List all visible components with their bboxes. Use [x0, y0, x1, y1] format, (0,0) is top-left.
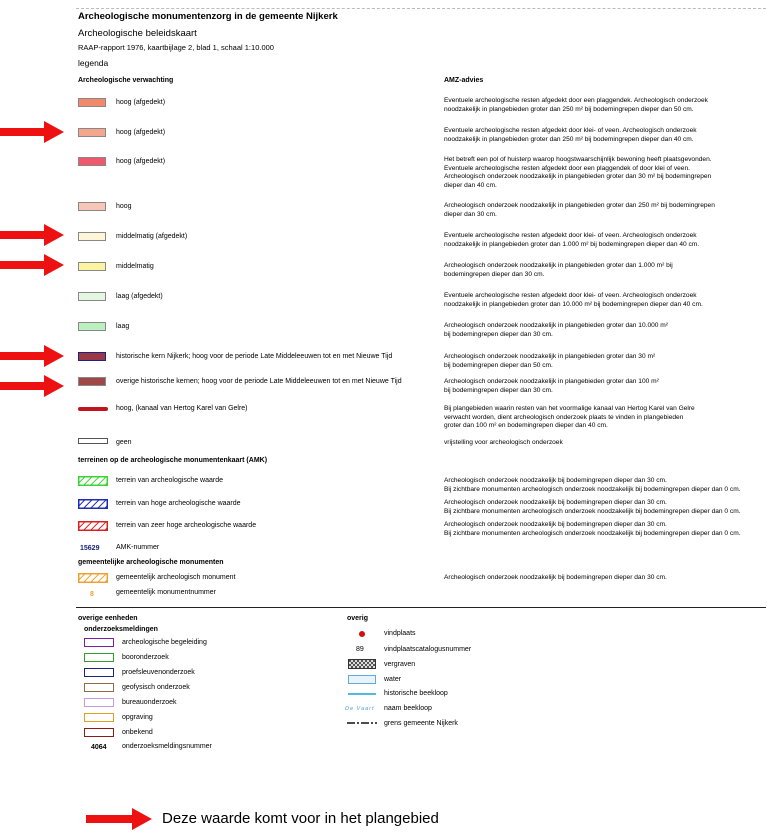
legend-swatch — [78, 128, 106, 137]
advice-text: Eventuele archeologische resten afgedekt door klei- of veen. Archeologisch onderzoek noodzakelijk in plangebieden groter dan 10.000 m² bij bodemingrepen dieper dan 40 cm. — [444, 292, 703, 308]
advice-text: Archeologisch onderzoek noodzakelijk in plangebieden groter dan 30 m² bij bodemingrepen dieper dan 50 cm. — [444, 353, 656, 369]
amk-hatch-green-swatch — [78, 476, 108, 486]
top-rule — [76, 8, 766, 9]
legend-label: hoog — [116, 203, 132, 210]
legend-label: laag — [116, 323, 130, 330]
legend-swatch — [84, 728, 114, 737]
advice-text: Het betreft een pol of huisterp waarop hoogstwaarschijnlijk bewoning heeft plaatsgevonden. Eventuele archeologische resten afgedekt door een plaggendek of door klei of veen. Archeologisch onderzoek noodzakelijk in plangebieden groter dan 30 m² bij bodemingrepen dieper dan 40 cm. — [444, 156, 712, 189]
advice-text: Archeologisch onderzoek noodzakelijk in plangebieden groter dan 10.000 m² bij bodemingrepen dieper dan 30 cm. — [444, 322, 668, 338]
advice-text: Archeologisch onderzoek noodzakelijk bij bodemingrepen dieper dan 30 cm. Bij zichtbare monumenten archeologisch onderzoek noodzakelijk bij bodemingrepen dieper dan 0 cm. — [444, 477, 741, 493]
arrow-indicator-icon — [0, 223, 66, 247]
legend-label: proefsleuvenonderzoek — [122, 669, 195, 676]
water-swatch — [348, 675, 376, 684]
amk-hatch-red-swatch — [78, 521, 108, 531]
amk-hatch-blue-swatch — [78, 499, 108, 509]
footer-note: Deze waarde komt voor in het plangebied — [162, 810, 439, 827]
vindplaats-dot-icon — [359, 631, 365, 637]
advice-text: Archeologisch onderzoek noodzakelijk bij bodemingrepen dieper dan 30 cm. Bij zichtbare monumenten archeologisch onderzoek noodzakelijk bij bodemingrepen dieper dan 0 cm. — [444, 521, 741, 537]
legend-swatch — [78, 202, 106, 211]
legend-label: opgraving — [122, 714, 153, 721]
legend-label: historische beekloop — [384, 690, 448, 697]
legend-label: naam beekloop — [384, 705, 432, 712]
arrow-indicator-icon — [0, 253, 66, 277]
legend-label: onderzoeksmeldingsnummer — [122, 743, 212, 750]
arrow-indicator-icon — [0, 374, 66, 398]
legend-label: historische kern Nijkerk; hoog voor de periode Late Middeleeuwen tot en met Nieuwe Tijd — [116, 353, 393, 360]
advice-text: Archeologisch onderzoek noodzakelijk in plangebieden groter dan 250 m² bij bodemingrepen dieper dan 30 cm. — [444, 202, 715, 218]
legend-label: geofysisch onderzoek — [122, 684, 190, 691]
legend-swatch — [78, 352, 106, 361]
legend-label: laag (afgedekt) — [116, 293, 163, 300]
grens-line-symbol — [347, 720, 377, 726]
amk-number-sample: 15629 — [80, 545, 100, 552]
onderzoeksmeldingen-heading: onderzoeksmeldingen — [84, 626, 158, 633]
legend-label: grens gemeente Nijkerk — [384, 720, 458, 727]
legend-swatch — [78, 262, 106, 271]
advice-text: Eventuele archeologische resten afgedekt door klei- of veen. Archeologisch onderzoek noodzakelijk in plangebieden groter dan 250 m² bij bodemingrepen dieper dan 40 cm. — [444, 127, 697, 143]
legend-swatch — [84, 668, 114, 677]
advice-text: Archeologisch onderzoek noodzakelijk in plangebieden groter dan 1.000 m² bij bodemingrepen dieper dan 30 cm. — [444, 262, 673, 278]
legend-label: bureauonderzoek — [122, 699, 177, 706]
legend-label: geen — [116, 439, 132, 446]
legend-label: hoog (afgedekt) — [116, 129, 166, 136]
legend-label: hoog (afgedekt) — [116, 158, 166, 165]
advice-text: vrijstelling voor archeologisch onderzoek — [444, 439, 563, 446]
section-divider — [76, 607, 766, 608]
advice-text: Archeologisch onderzoek noodzakelijk bij bodemingrepen dieper dan 30 cm. Bij zichtbare monumenten archeologisch onderzoek noodzakelijk bij bodemingrepen dieper dan 0 cm. — [444, 499, 741, 515]
legend-label: onbekend — [122, 729, 153, 736]
legend-label: hoog (afgedekt) — [116, 99, 166, 106]
legend-swatch — [84, 698, 114, 707]
naam-beekloop-sample: De Vaart — [345, 706, 375, 712]
report-reference: RAAP-rapport 1976, kaartbijlage 2, blad 1, schaal 1:10.000 — [78, 43, 274, 52]
overig-heading: overig — [347, 615, 369, 622]
legend-swatch — [78, 232, 106, 241]
page-title: Archeologische monumentenzorg in de gemeente Nijkerk — [78, 11, 338, 22]
canal-line-symbol — [78, 407, 108, 411]
gemeentelijk-number-sample: 8 — [90, 591, 94, 598]
advice-text: Eventuele archeologische resten afgedekt door klei- of veen. Archeologisch onderzoek noodzakelijk in plangebieden groter dan 1.000 m² bij bodemingrepen dieper dan 40 cm. — [444, 232, 700, 248]
legend-label: gemeentelijk archeologisch monument — [116, 574, 236, 581]
catalog-number-sample: 89 — [356, 646, 364, 653]
advice-text: Eventuele archeologische resten afgedekt door een plaggendek. Archeologisch onderzoek noodzakelijk in plangebieden groter dan 250 m² bij bodemingrepen dieper dan 50 cm. — [444, 97, 708, 113]
legend-label: legenda — [78, 58, 109, 68]
overige-eenheden-heading: overige eenheden — [78, 615, 138, 622]
map-subtitle: Archeologische beleidskaart — [78, 28, 197, 39]
arrow-indicator-icon — [0, 344, 66, 368]
legend-label: middelmatig (afgedekt) — [116, 233, 188, 240]
legend-label: vergraven — [384, 661, 416, 668]
legend-label: water — [384, 676, 402, 683]
legend-swatch — [78, 322, 106, 331]
gemeentelijk-hatch-swatch — [78, 573, 108, 583]
legend-label: terrein van archeologische waarde — [116, 477, 224, 484]
melding-number-sample: 4064 — [91, 744, 107, 751]
legend-label: hoog, (kanaal van Hertog Karel van Gelre) — [116, 405, 248, 412]
gemeentelijk-heading: gemeentelijke archeologische monumenten — [78, 559, 224, 566]
legend-label: AMK-nummer — [116, 544, 160, 551]
legend-label: vindplaats — [384, 630, 416, 637]
legend-label: vindplaatscatalogusnummer — [384, 646, 472, 653]
amk-heading: terreinen op de archeologische monumentenkaart (AMK) — [78, 457, 268, 464]
vergraven-swatch — [348, 659, 376, 669]
legend-swatch — [84, 638, 114, 647]
legend-label: archeologische begeleiding — [122, 639, 207, 646]
legend-label: middelmatig — [116, 263, 154, 270]
advice-text: Archeologisch onderzoek noodzakelijk bij bodemingrepen dieper dan 30 cm. — [444, 574, 667, 581]
legend-swatch — [78, 292, 106, 301]
legend-swatch — [78, 98, 106, 107]
legend-swatch — [84, 653, 114, 662]
legend-label: terrein van hoge archeologische waarde — [116, 500, 241, 507]
footer-arrow-icon — [86, 808, 154, 830]
legend-swatch — [84, 713, 114, 722]
column-header-verwachting: Archeologische verwachting — [78, 77, 174, 84]
legend-swatch — [78, 157, 106, 166]
arrow-indicator-icon — [0, 120, 66, 144]
legend-label: gemeentelijk monumentnummer — [116, 589, 216, 596]
legend-swatch — [78, 377, 106, 386]
advice-text: Bij plangebieden waarin resten van het voormalige kanaal van Hertog Karel van Gelre verwacht worden, dient archeologisch onderzoek plaats te vinden in plangebieden groter dan 100 m² en bodemingrepen dieper dan 40 cm. — [444, 405, 695, 430]
beekloop-line-symbol — [348, 693, 376, 695]
column-header-advies: AMZ-advies — [444, 77, 484, 84]
legend-swatch — [84, 683, 114, 692]
legend-label: booronderzoek — [122, 654, 169, 661]
legend-label: terrein van zeer hoge archeologische waarde — [116, 522, 257, 529]
advice-text: Archeologisch onderzoek noodzakelijk in plangebieden groter dan 100 m² bij bodemingrepen dieper dan 30 cm. — [444, 378, 659, 394]
legend-swatch — [78, 438, 108, 444]
legend-label: overige historische kernen; hoog voor de periode Late Middeleeuwen tot en met Nieuwe Tijd — [116, 378, 402, 385]
